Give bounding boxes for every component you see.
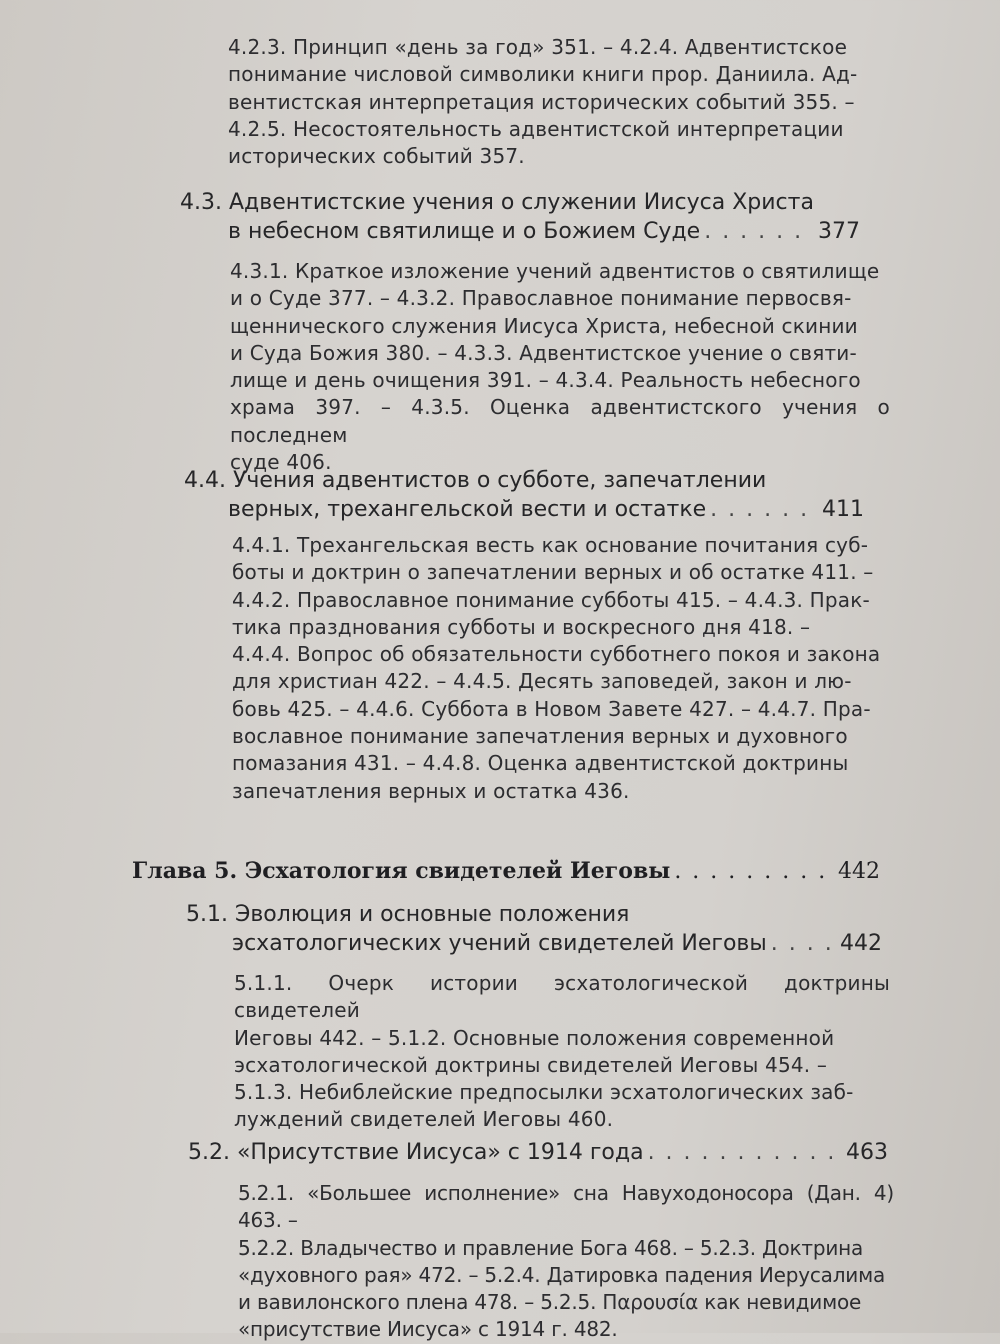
dot-leader [771, 929, 836, 958]
dot-leader [704, 217, 814, 246]
entry-title-line: 5.2. «Присутствие Иисуса» с 1914 года [188, 1140, 644, 1165]
subsection-list-4-2 [228, 34, 890, 170]
text-line: боты и доктрин о запечатлении верных и об остатке 411. – [232, 560, 874, 585]
page-number: 463 [846, 1140, 888, 1165]
page-number: 411 [822, 497, 864, 522]
entry-title-line: 5.1. Эволюция и основные положения [186, 902, 630, 927]
page-number: 442 [840, 931, 882, 956]
text-line: лище и день очищения 391. – 4.3.4. Реальность небесного [230, 368, 861, 393]
subsection-list-4-4 [232, 532, 884, 805]
text-line: вентистская интерпретация исторических событий 355. – [228, 89, 855, 114]
subsection-list-5-2 [238, 1180, 894, 1344]
text-line: 4.3.1. Краткое изложение учений адвентистов о святилище [230, 259, 880, 283]
text-line: и Суда Божия 380. – 4.3.3. Адвентистское учение о святи- [230, 340, 857, 365]
text-line: 4.4.4. Вопрос об обязательности субботнего покоя и закона [232, 642, 881, 667]
chapter-heading-5 [132, 856, 880, 887]
text-line: и вавилонского плена 478. – 5.2.5. Παρουσία как невидимое [238, 1290, 862, 1315]
text-line: помазания 431. – 4.4.8. Оценка адвентистской доктрины [232, 751, 849, 776]
dot-leader [710, 495, 818, 524]
text-line: 4.2.5. Несостоятельность адвентистской интерпретации [228, 116, 844, 141]
text-line: «присутствие Иисуса» с 1914 г. 482. [238, 1317, 618, 1342]
chapter-title: Глава 5. Эсхатология свидетелей Иеговы [132, 858, 671, 884]
text-line: «духовного рая» 472. – 5.2.4. Датировка падения Иерусалима [238, 1262, 886, 1287]
text-line: эсхатологической доктрины свидетелей Иеговы 454. – [234, 1052, 828, 1077]
text-line: 5.2.2. Владычество и правление Бога 468. – 5.2.3. Доктрина [238, 1235, 864, 1260]
text-line: Иеговы 442. – 5.1.2. Основные положения современной [234, 1025, 835, 1050]
text-line: 5.1.1. Очерк истории эсхатологической доктрины свидетелей [234, 971, 890, 1023]
toc-entry-4-4 [184, 466, 864, 524]
text-line: луждений свидетелей Иеговы 460. [234, 1107, 614, 1132]
text-line: суде 406. [230, 450, 332, 475]
text-line: запечатления верных и остатка 436. [232, 778, 630, 803]
text-line: 5.1.3. Небиблейские предпосылки эсхатологических заб- [234, 1080, 854, 1105]
entry-title-line: в небесном святилище и о Божием Суде [228, 219, 701, 244]
page-number: 377 [818, 219, 860, 244]
toc-entry-5-1 [186, 900, 882, 958]
entry-title-line: эсхатологических учений свидетелей Иеговы [232, 931, 767, 956]
entry-title-line: 4.3. Адвентистские учения о служении Иисуса Христа [180, 190, 814, 215]
toc-entry-5-2 [188, 1138, 888, 1167]
subsection-list-4-3 [230, 258, 890, 476]
text-line: и о Суде 377. – 4.3.2. Православное понимание первосвя- [230, 286, 852, 311]
text-line: для христиан 422. – 4.4.5. Десять заповедей, закон и лю- [232, 669, 852, 694]
text-line: 4.4.1. Трехангельская весть как основание почитания суб- [232, 533, 869, 557]
text-line: тика празднования субботы и воскресного дня 418. – [232, 614, 811, 639]
entry-title-line: верных, трехангельской вести и остатке [228, 497, 707, 522]
text-line: понимание числовой символики книги прор. Даниила. Ад- [228, 62, 858, 87]
text-line: вославное понимание запечатления верных и духовного [232, 724, 848, 749]
text-line: исторических событий 357. [228, 144, 525, 169]
dot-leader [674, 857, 834, 887]
entry-title-line: 4.4. Учения адвентистов о субботе, запечатлении [184, 468, 767, 493]
text-line: храма 397. – 4.3.5. Оценка адвентистского учения о последнем [230, 395, 890, 447]
text-line: 5.2.1. «Большее исполнение» сна Навуходоносора (Дан. 4) 463. – [238, 1181, 894, 1233]
toc-entry-4-3 [180, 188, 860, 246]
page-number: 442 [838, 859, 880, 884]
dot-leader [648, 1138, 842, 1167]
text-line: 4.2.3. Принцип «день за год» 351. – 4.2.4. Адвентистское [228, 35, 848, 59]
text-line: бовь 425. – 4.4.6. Суббота в Новом Завете 427. – 4.4.7. Пра- [232, 696, 871, 721]
text-line: щеннического служения Иисуса Христа, небесной скинии [230, 313, 858, 338]
subsection-list-5-1 [234, 970, 890, 1134]
text-line: 4.4.2. Православное понимание субботы 415. – 4.4.3. Прак- [232, 587, 870, 612]
